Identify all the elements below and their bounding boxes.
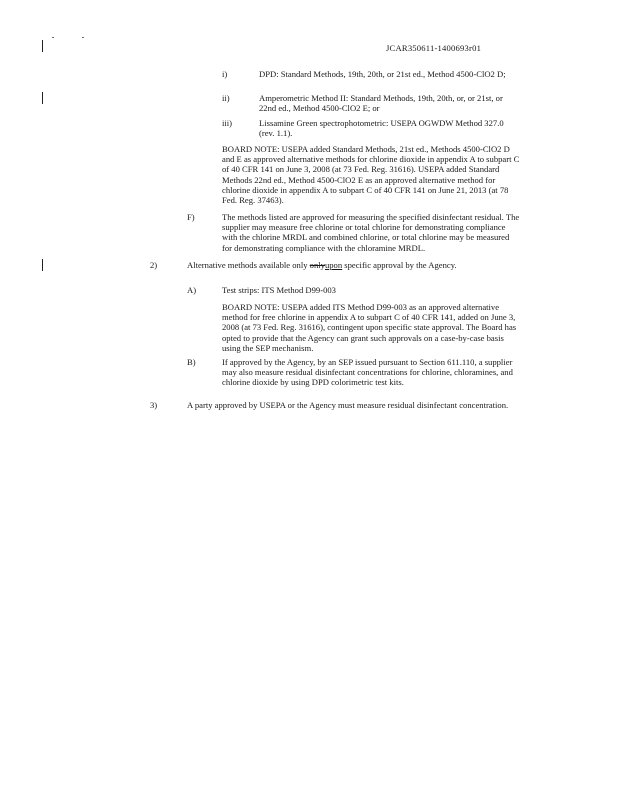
item-label-iii: iii) — [222, 118, 233, 128]
item-label-i: i) — [222, 69, 228, 79]
scan-speck — [52, 37, 54, 38]
item-text-f: The methods listed are approved for measuring the specified disinfectant residual. The supplier may measure free chlorine or total chlorine for demonstrating compliance with the chlorine MRDL and combined chlorine, or total chlorine may be measured for demonstrating compliance with the chloramine MRDL. — [222, 212, 520, 253]
item-label-f: F) — [187, 212, 195, 222]
revision-bar — [42, 40, 43, 52]
section-text-2-tail: specific approval by the Agency. — [342, 260, 457, 270]
section-text-3: A party approved by USEPA or the Agency must measure residual disinfectant concentration. — [187, 400, 509, 410]
item-text-b: If approved by the Agency, by an SEP issued pursuant to Section 611.110, a supplier may also measure residual disinfectant concentrations for chlorine, chloramines, and chlorine dioxide by using DPD colorimetric test kits. — [222, 357, 513, 388]
section-label-2: 2) — [150, 260, 158, 270]
document-id: JCAR350611-1400693r01 — [386, 43, 482, 53]
section-text-2 — [187, 260, 517, 270]
section-label-3: 3) — [150, 400, 158, 410]
inserted-text: upon — [324, 260, 343, 270]
board-note-chlorine-dioxide: BOARD NOTE: USEPA added Standard Methods, 21st ed., Methods 4500-ClO2 D and E as approved alternative methods for chlorine dioxide in appendix A to subpart C of 40 CFR 141 on June 3, 2008 (at 73 Fed. Reg. 31616). USEPA added Standard Methods 22nd ed., Method 4500-ClO2 E as an approved alternative method for chlorine dioxide in appendix A to subpart C of 40 CFR 141 on June 21, 2013 (at 78 Fed. Reg. 37463). — [222, 144, 520, 206]
section-text-2-lead: Alternative methods available only — [187, 260, 310, 270]
scan-speck — [82, 37, 84, 38]
revision-bar — [42, 259, 43, 271]
board-note-its-method: BOARD NOTE: USEPA added ITS Method D99-003 as an approved alternative method for free chlorine in appendix A to subpart C of 40 CFR 141, added on June 3, 2008 (at 73 Fed. Reg. 31616), contingent upon specific state approval. The Board has opted to provide that the Agency can grant such approvals on a case-by-case basis using the SEP mechanism. — [222, 302, 517, 353]
item-label-a: A) — [187, 285, 197, 295]
item-text-i: DPD: Standard Methods, 19th, 20th, or 21st ed., Method 4500-ClO2 D; — [259, 69, 506, 79]
item-text-iii: Lissamine Green spectrophotometric: USEPA OGWDW Method 327.0 (rev. 1.1). — [259, 118, 504, 139]
item-text-a: Test strips: ITS Method D99-003 — [222, 285, 336, 295]
item-label-b: B) — [187, 357, 196, 367]
struck-text: only — [309, 260, 325, 270]
item-label-ii: ii) — [222, 93, 230, 103]
item-text-ii: Amperometric Method II: Standard Methods, 19th, 20th, or, or 21st, or 22nd ed., Method 4500-ClO2 E; or — [259, 93, 503, 114]
revision-bar — [42, 92, 43, 104]
